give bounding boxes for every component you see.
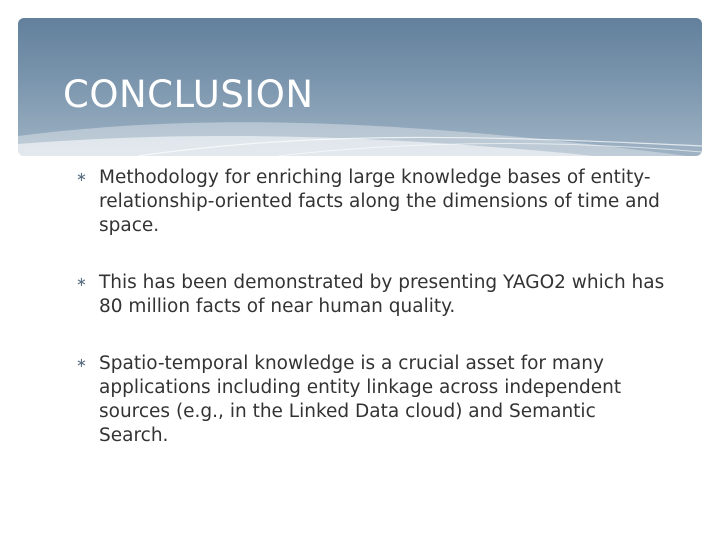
bullet-text: This has been demonstrated by presenting YAGO2 which has 80 million facts of near human quality. bbox=[99, 272, 665, 317]
bullet-item bbox=[76, 271, 666, 319]
title-banner bbox=[18, 18, 702, 156]
asterisk-bullet-icon: ∗ bbox=[76, 356, 87, 371]
asterisk-bullet-icon: ∗ bbox=[76, 170, 87, 185]
bullet-text: Methodology for enriching large knowledge bases of entity-relationship-oriented facts along the dimensions of time and space. bbox=[99, 167, 660, 236]
slide-title: CONCLUSION bbox=[63, 73, 314, 116]
bullet-item bbox=[76, 352, 666, 448]
asterisk-bullet-icon: ∗ bbox=[76, 275, 87, 290]
bullet-item bbox=[76, 166, 666, 238]
bullet-list bbox=[76, 166, 666, 481]
bullet-text: Spatio-temporal knowledge is a crucial asset for many applications including entity linkage across independent sources (e.g., in the Linked Data cloud) and Semantic Search. bbox=[99, 353, 622, 446]
